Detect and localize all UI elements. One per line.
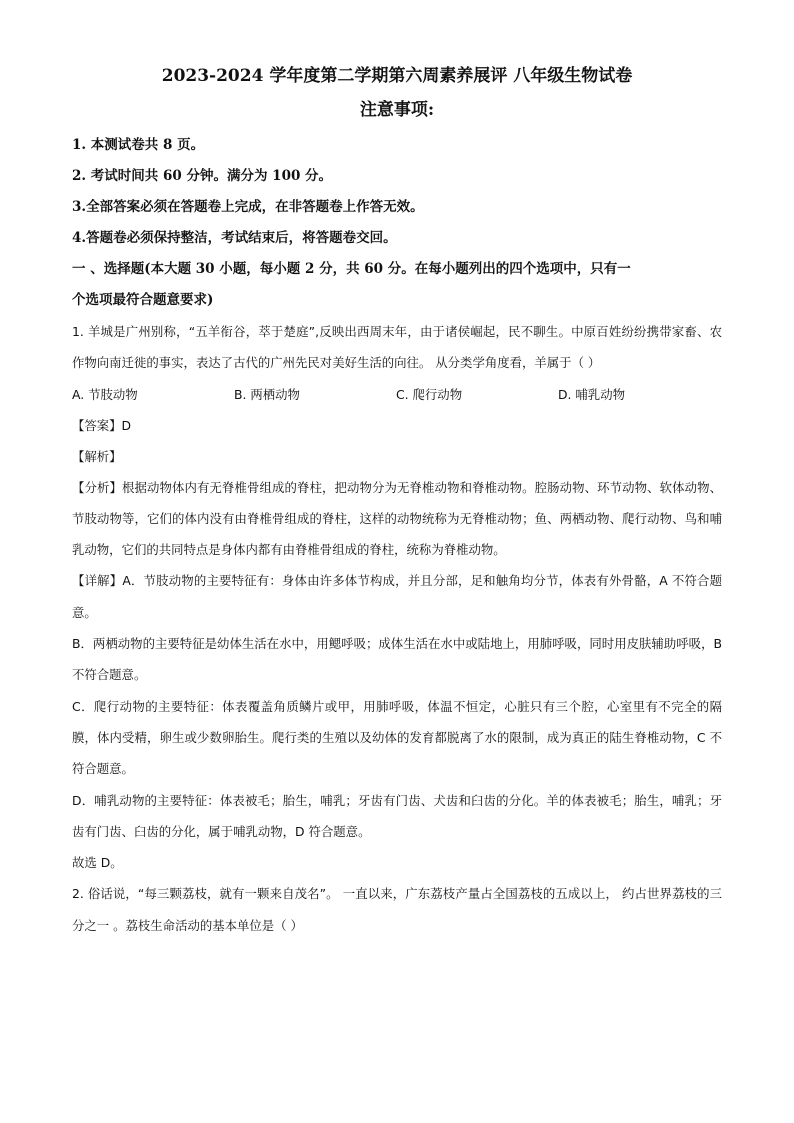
exam-page <box>72 64 722 941</box>
option-d: D. 哺乳动物 <box>558 386 625 402</box>
option-a: A. 节肢动物 <box>72 386 138 402</box>
detail-c: C．爬行动物的主要特征：体表覆盖角质鳞片或甲，用肺呼吸，体温不恒定，心脏只有三个腔，心室里有不完全的隔膜，体内受精，卵生或少数卵胎生。爬行类的生殖以及幼体的发育都脱离了水的限制，成为真正的陆生脊椎动物，C 不符合题意。 <box>72 698 722 777</box>
rule-item: 1. 本测试卷共 8 页。 <box>72 137 205 153</box>
question-stem: 2. 俗话说，“每三颗荔枝，就有一颗来自茂名”。 一直以来，广东荔枝产量占全国荔枝的五成以上， 约占世界荔枝的三分之一 。荔枝生命活动的基本单位是（ ） <box>72 886 722 933</box>
answer-tag: 【答案】D <box>72 417 132 433</box>
detail-d: D．哺乳动物的主要特征：体表被毛；胎生，哺乳；牙齿有门齿、犬齿和臼齿的分化。羊的体表被毛；胎生，哺乳；牙齿有门齿、臼齿的分化，属于哺乳动物，D 符合题意。 <box>72 792 722 839</box>
analysis-tag: 【解析】 <box>72 448 122 464</box>
question-stem: 1. 羊城是广州别称，“五羊衔谷，萃于楚庭”,反映出西周末年，由于诸侯崛起，民不聊生。中原百姓纷纷携带家畜、农作物向南迁徙的事实，表达了古代的广州先民对美好生活的向往。 从分类学角度看，羊属于（ ） <box>72 324 722 371</box>
section-heading <box>72 254 722 316</box>
question-1 <box>72 316 722 878</box>
rules-list <box>72 130 722 254</box>
option-c: C. 爬行动物 <box>396 386 463 402</box>
option-b: B. 两栖动物 <box>234 386 300 402</box>
rule-item: 4.答题卷必须保持整洁，考试结束后，将答题卷交回。 <box>72 230 397 246</box>
detail-b: B．两栖动物的主要特征是幼体生活在水中，用鳃呼吸；成体生活在水中或陆地上，用肺呼吸，同时用皮肤辅助呼吸，B 不符合题意。 <box>72 636 722 683</box>
detail-a: 【详解】A．节肢动物的主要特征有：身体由许多体节构成，并且分部，足和触角均分节，体表有外骨骼，A 不符合题意。 <box>72 573 722 620</box>
section-heading-line: 个选项最符合题意要求) <box>72 292 214 308</box>
answer-options <box>72 379 722 410</box>
rule-item: 3.全部答案必须在答题卷上完成，在非答题卷上作答无效。 <box>72 199 424 215</box>
page-title: 2023-2024 学年度第二学期第六周素养展评 八年级生物试卷 <box>161 66 633 86</box>
notice-heading: 注意事项: <box>359 100 435 120</box>
conclusion: 故选 D。 <box>72 855 123 871</box>
question-2 <box>72 878 722 941</box>
section-heading-line: 一 、选择题(本大题 30 小题，每小题 2 分，共 60 分。在每小题列出的四个选项中，只有一 <box>72 261 631 277</box>
analysis-text: 【分析】根据动物体内有无脊椎骨组成的脊柱，把动物分为无脊椎动物和脊椎动物。腔肠动物、环节动物、软体动物、节肢动物等，它们的体内没有由脊椎骨组成的脊柱，这样的动物统称为无脊椎动物；鱼、两栖动物、爬行动物、鸟和哺乳动物，它们的共同特点是身体内都有由脊椎骨组成的脊柱，统称为脊椎动物。 <box>72 479 722 558</box>
rule-item: 2. 考试时间共 60 分钟。满分为 100 分。 <box>72 168 333 184</box>
